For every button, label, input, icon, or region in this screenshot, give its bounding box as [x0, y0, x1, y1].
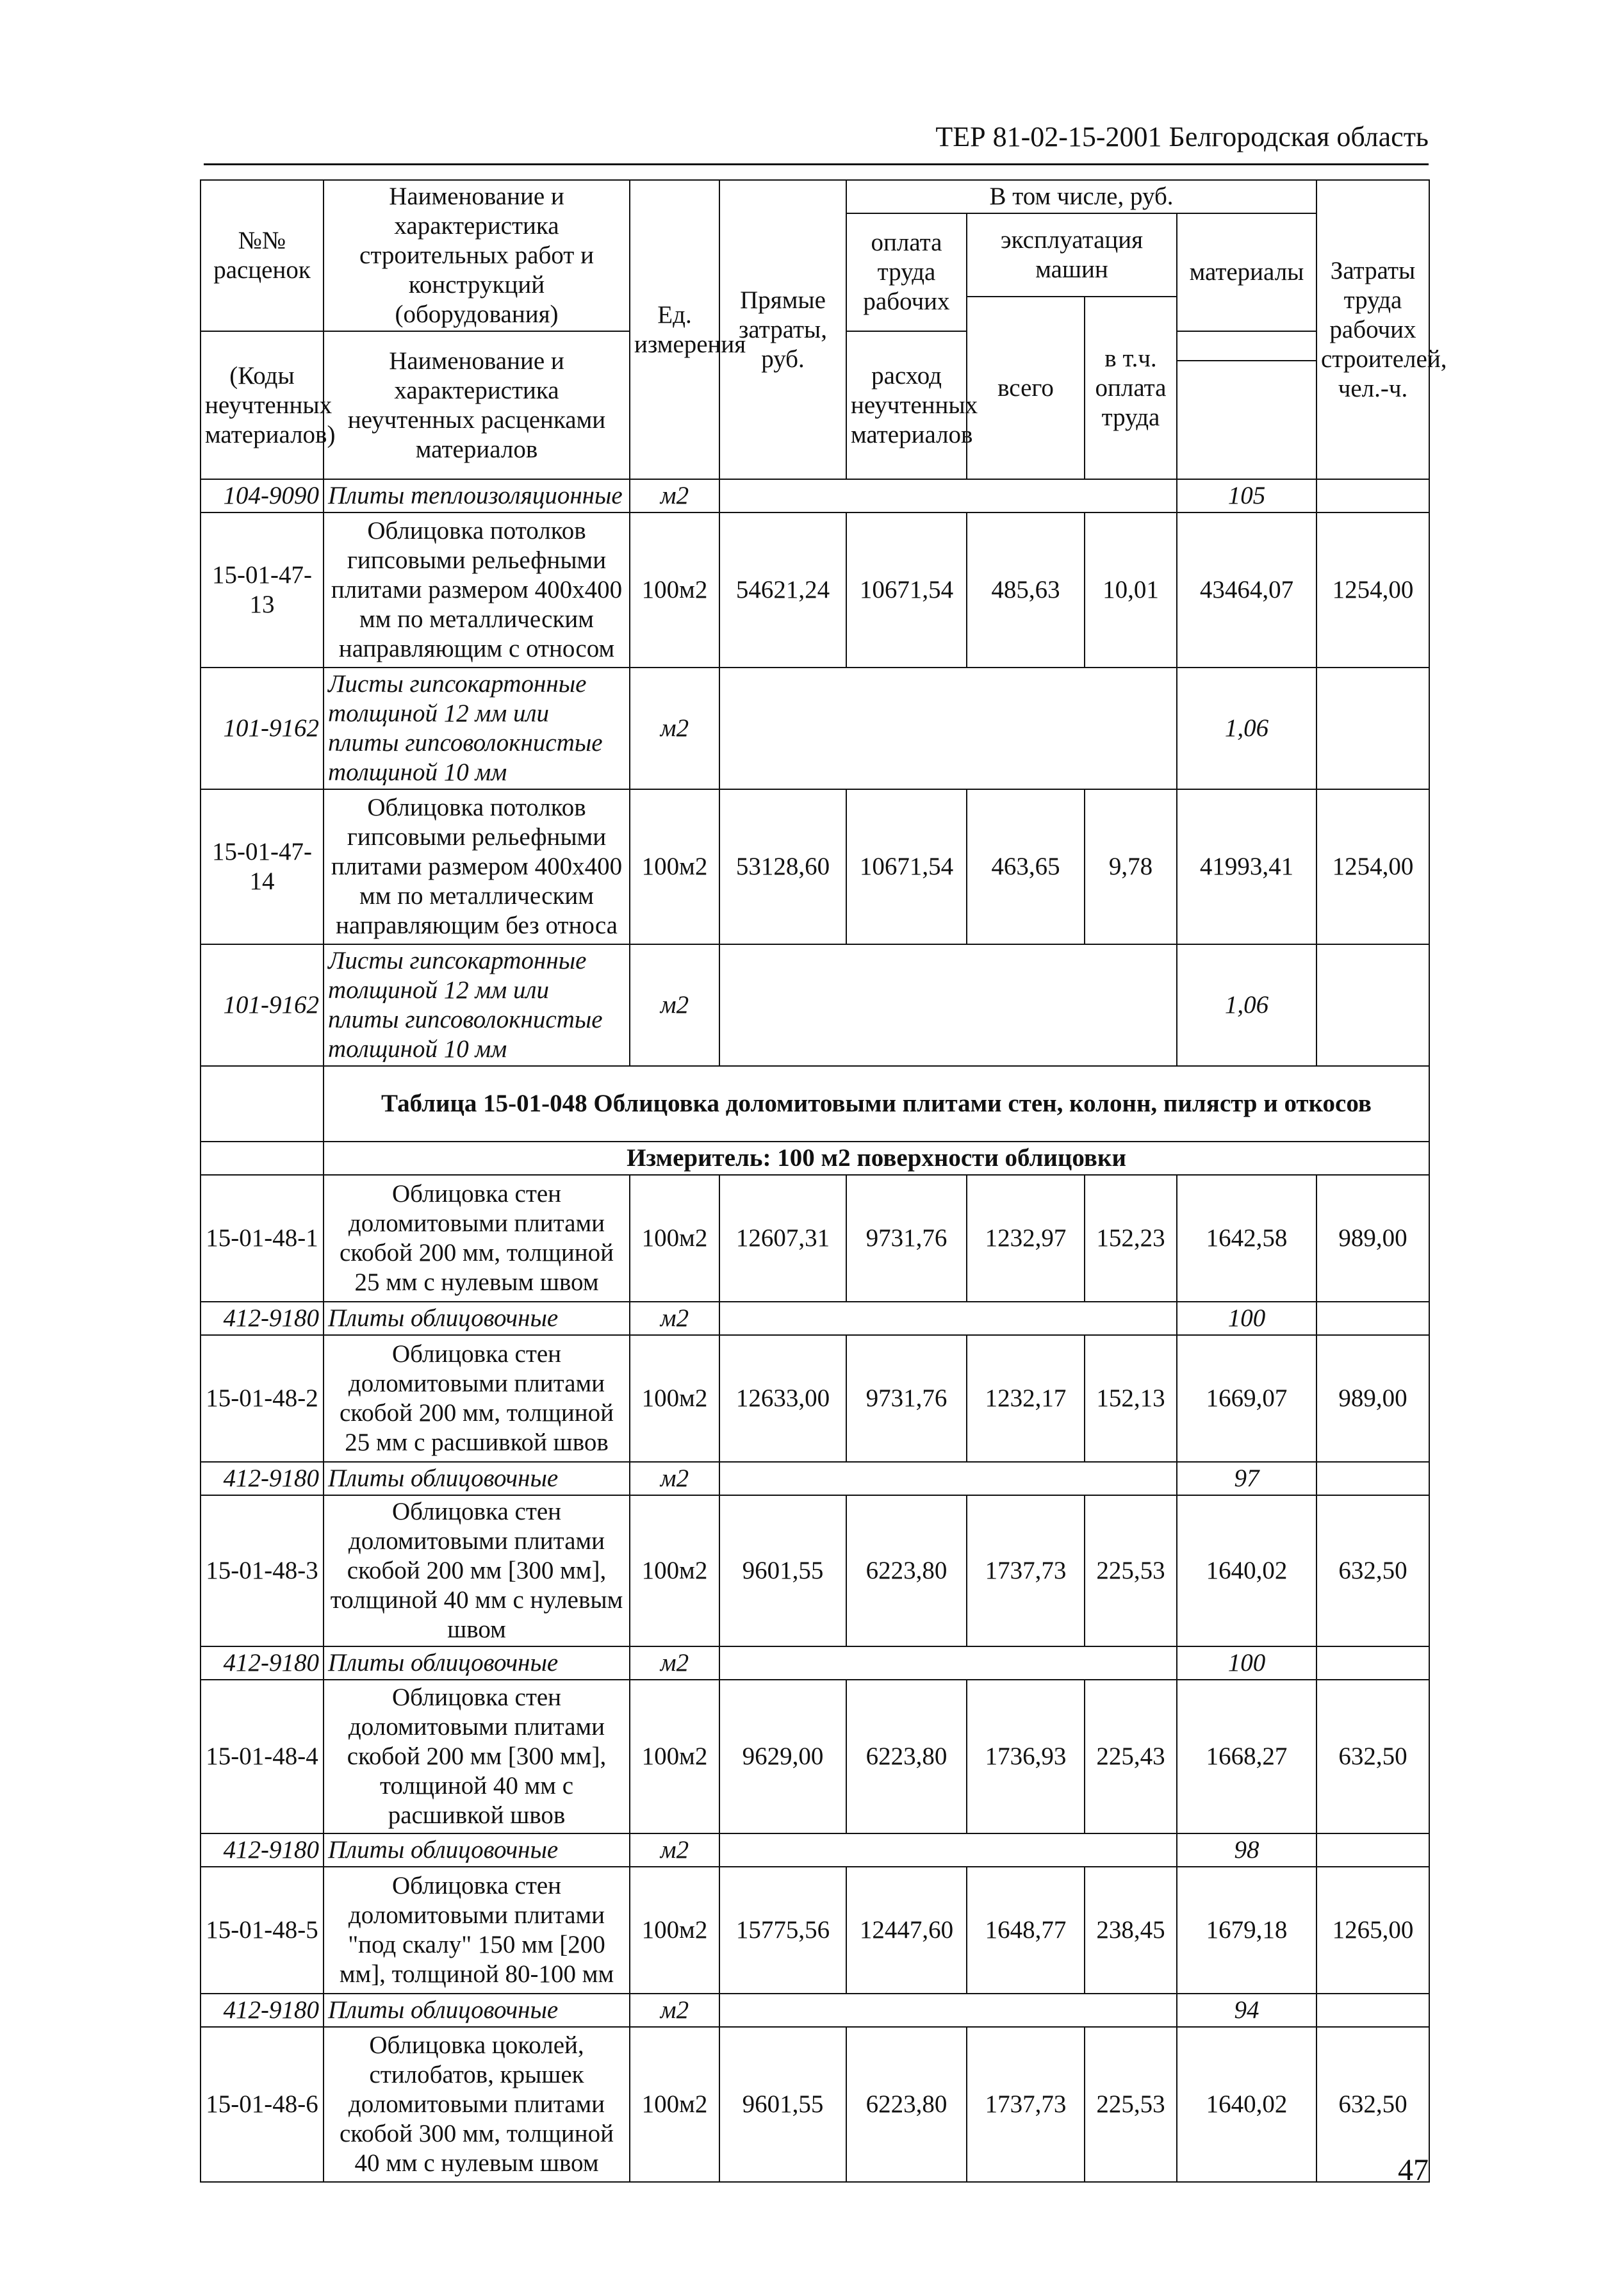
row-name: Облицовка потолков гипсовыми рельефными плитами размером 400х400 мм по металлическим направляющим с относом: [324, 512, 630, 668]
row-mach-labor: 152,23: [1085, 1175, 1177, 1302]
price-row: [201, 2027, 1429, 2182]
mat-code: 412-9180: [201, 1833, 324, 1867]
header-row-1: [201, 180, 1429, 213]
material-row: [201, 668, 1429, 789]
material-row: [201, 1302, 1429, 1335]
row-labor: 6223,80: [846, 1680, 967, 1833]
row-mat: 1669,07: [1177, 1335, 1316, 1462]
table-title: Таблица 15-01-048 Облицовка доломитовыми плитами стен, колонн, пилястр и откосов: [324, 1066, 1429, 1142]
row-mach: 485,63: [967, 512, 1085, 668]
price-row: [201, 1867, 1429, 1994]
row-code: 15-01-48-1: [201, 1175, 324, 1302]
mat-name: Плиты облицовочные: [324, 1462, 630, 1495]
row-hours: 989,00: [1316, 1175, 1429, 1302]
row-labor: 12447,60: [846, 1867, 967, 1994]
row-direct: 9601,55: [719, 2027, 846, 2182]
row-mach: 463,65: [967, 789, 1085, 944]
col-mach-total: всего: [967, 297, 1085, 479]
row-code: 15-01-48-6: [201, 2027, 324, 2182]
mat-name: Плиты облицовочные: [324, 1302, 630, 1335]
row-unit: 100м2: [630, 512, 719, 668]
col-code-bottom: (Коды неучтенных материалов): [201, 331, 324, 479]
row-labor: 9731,76: [846, 1175, 967, 1302]
mat-code: 412-9180: [201, 1302, 324, 1335]
mat-code: 101-9162: [201, 668, 324, 789]
price-row: [201, 1175, 1429, 1302]
row-labor: 9731,76: [846, 1335, 967, 1462]
header-rule: [204, 163, 1429, 165]
row-name: Облицовка стен доломитовыми плитами скобой 200 мм, толщиной 25 мм с нулевым швом: [324, 1175, 630, 1302]
row-code: 15-01-47-14: [201, 789, 324, 944]
row-mat: 1668,27: [1177, 1680, 1316, 1833]
col-name-bottom: Наименование и характеристика неучтенных расценками материалов: [324, 331, 630, 479]
mat-unit: м2: [630, 1833, 719, 1867]
mat-qty: 97: [1177, 1462, 1316, 1495]
material-row: [201, 479, 1429, 512]
col-incl: В том числе, руб.: [846, 180, 1316, 213]
material-row: [201, 1994, 1429, 2027]
mat-code: 104-9090: [201, 479, 324, 512]
row-mach-labor: 152,13: [1085, 1335, 1177, 1462]
material-row: [201, 944, 1429, 1066]
row-mach-labor: 10,01: [1085, 512, 1177, 668]
row-hours: 989,00: [1316, 1335, 1429, 1462]
page-number: 47: [1398, 2153, 1429, 2187]
row-code: 15-01-48-3: [201, 1495, 324, 1646]
mat-code: 101-9162: [201, 944, 324, 1066]
row-hours: 632,50: [1316, 1495, 1429, 1646]
row-hours: 632,50: [1316, 1680, 1429, 1833]
row-code: 15-01-48-2: [201, 1335, 324, 1462]
mat-unit: м2: [630, 1994, 719, 2027]
mat-qty: 1,06: [1177, 668, 1316, 789]
mat-qty: 100: [1177, 1646, 1316, 1680]
row-mat: 1640,02: [1177, 2027, 1316, 2182]
mat-code: 412-9180: [201, 1646, 324, 1680]
mat-qty: 100: [1177, 1302, 1316, 1335]
row-mach: 1232,17: [967, 1335, 1085, 1462]
row-labor: 6223,80: [846, 1495, 967, 1646]
row-name: Облицовка стен доломитовыми плитами скобой 200 мм, толщиной 25 мм с расшивкой швов: [324, 1335, 630, 1462]
row-mach-labor: 238,45: [1085, 1867, 1177, 1994]
table-measure: Измеритель: 100 м2 поверхности облицовки: [324, 1142, 1429, 1175]
row-mat: 1642,58: [1177, 1175, 1316, 1302]
price-table: [200, 179, 1447, 2183]
row-hours: 1265,00: [1316, 1867, 1429, 1994]
row-unit: 100м2: [630, 1680, 719, 1833]
row-direct: 53128,60: [719, 789, 846, 944]
row-direct: 9601,55: [719, 1495, 846, 1646]
mat-unit: м2: [630, 668, 719, 789]
row-name: Облицовка стен доломитовыми плитами скобой 200 мм [300 мм], толщиной 40 мм с расшивкой швов: [324, 1680, 630, 1833]
col-name-top: Наименование и характеристика строительных работ и конструкций (оборудования): [324, 180, 630, 331]
row-unit: 100м2: [630, 2027, 719, 2182]
col-mat-usage: расход неучтенных материалов: [846, 331, 967, 479]
col-mach-labor: в т.ч. оплата труда: [1085, 297, 1177, 479]
row-mach: 1648,77: [967, 1867, 1085, 1994]
document-header: ТЕР 81-02-15-2001 Белгородская область: [935, 121, 1429, 152]
mat-name: Плиты облицовочные: [324, 1833, 630, 1867]
row-mach: 1232,97: [967, 1175, 1085, 1302]
mat-unit: м2: [630, 944, 719, 1066]
mat-name: Листы гипсокартонные толщиной 12 мм или плиты гипсоволокнистые толщиной 10 мм: [324, 668, 630, 789]
row-mat: 43464,07: [1177, 512, 1316, 668]
row-code: 15-01-48-5: [201, 1867, 324, 1994]
mat-code: 412-9180: [201, 1462, 324, 1495]
price-row: [201, 789, 1429, 944]
row-direct: 9629,00: [719, 1680, 846, 1833]
row-mach: 1737,73: [967, 2027, 1085, 2182]
price-row: [201, 1495, 1429, 1646]
mat-unit: м2: [630, 1646, 719, 1680]
row-name: Облицовка цоколей, стилобатов, крышек доломитовыми плитами скобой 300 мм, толщиной 40 мм с нулевым швом: [324, 2027, 630, 2182]
row-code: 15-01-48-4: [201, 1680, 324, 1833]
row-name: Облицовка стен доломитовыми плитами скобой 200 мм [300 мм], толщиной 40 мм с нулевым швом: [324, 1495, 630, 1646]
row-hours: 1254,00: [1316, 512, 1429, 668]
mat-code: 412-9180: [201, 1994, 324, 2027]
row-direct: 15775,56: [719, 1867, 846, 1994]
material-row: [201, 1646, 1429, 1680]
row-unit: 100м2: [630, 1867, 719, 1994]
row-labor: 10671,54: [846, 512, 967, 668]
price-row: [201, 512, 1429, 668]
price-row: [201, 1335, 1429, 1462]
col-unit: Ед. измерения: [630, 180, 719, 479]
measure-row: [201, 1142, 1429, 1175]
row-mat: 1640,02: [1177, 1495, 1316, 1646]
row-hours: 1254,00: [1316, 789, 1429, 944]
row-direct: 12633,00: [719, 1335, 846, 1462]
mat-name: Плиты облицовочные: [324, 1994, 630, 2027]
row-labor: 6223,80: [846, 2027, 967, 2182]
row-unit: 100м2: [630, 789, 719, 944]
row-code: 15-01-47-13: [201, 512, 324, 668]
row-unit: 100м2: [630, 1175, 719, 1302]
row-mach-labor: 225,53: [1085, 2027, 1177, 2182]
row-unit: 100м2: [630, 1495, 719, 1646]
row-direct: 12607,31: [719, 1175, 846, 1302]
row-mach: 1736,93: [967, 1680, 1085, 1833]
row-mach-labor: 225,53: [1085, 1495, 1177, 1646]
mat-unit: м2: [630, 1462, 719, 1495]
mat-unit: м2: [630, 1302, 719, 1335]
row-mach: 1737,73: [967, 1495, 1085, 1646]
col-labor-pay-empty: [1177, 361, 1316, 479]
row-unit: 100м2: [630, 1335, 719, 1462]
row-direct: 54621,24: [719, 512, 846, 668]
row-name: Облицовка потолков гипсовыми рельефными плитами размером 400х400 мм по металлическим направляющим без относа: [324, 789, 630, 944]
material-row: [201, 1833, 1429, 1867]
mat-qty: 1,06: [1177, 944, 1316, 1066]
col-labor-hours: Затраты труда рабочих строителей, чел.-ч.: [1316, 180, 1429, 479]
mat-unit: м2: [630, 479, 719, 512]
col-labor-pay: оплата труда рабочих: [846, 213, 967, 331]
price-row: [201, 1680, 1429, 1833]
row-labor: 10671,54: [846, 789, 967, 944]
row-hours: 632,50: [1316, 2027, 1429, 2182]
mat-qty: 105: [1177, 479, 1316, 512]
table-title-row: [201, 1066, 1429, 1142]
mat-name: Плиты теплоизоляционные: [324, 479, 630, 512]
row-mach-labor: 9,78: [1085, 789, 1177, 944]
mat-name: Листы гипсокартонные толщиной 12 мм или плиты гипсоволокнистые толщиной 10 мм: [324, 944, 630, 1066]
row-name: Облицовка стен доломитовыми плитами "под скалу" 150 мм [200 мм], толщиной 80-100 мм: [324, 1867, 630, 1994]
mat-qty: 94: [1177, 1994, 1316, 2027]
material-row: [201, 1462, 1429, 1495]
col-direct: Прямые затраты, руб.: [719, 180, 846, 479]
row-mat: 41993,41: [1177, 789, 1316, 944]
col-materials: материалы: [1177, 213, 1316, 331]
row-mat: 1679,18: [1177, 1867, 1316, 1994]
col-machines: эксплуатация машин: [967, 213, 1177, 297]
mat-qty: 98: [1177, 1833, 1316, 1867]
row-mach-labor: 225,43: [1085, 1680, 1177, 1833]
col-code-top: №№ расценок: [201, 180, 324, 331]
mat-name: Плиты облицовочные: [324, 1646, 630, 1680]
